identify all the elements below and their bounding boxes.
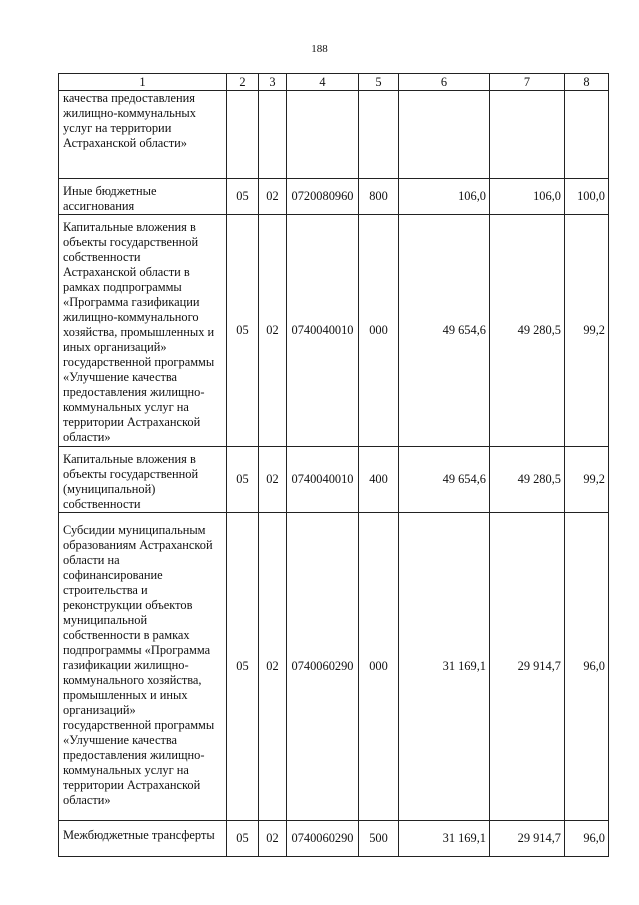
column-header: 3 [259, 74, 287, 91]
expense-type-cell: 000 [359, 513, 399, 821]
section-cell [227, 91, 259, 179]
table-row [59, 179, 609, 215]
row-name-line: коммунальных услуг на [63, 400, 189, 414]
section-cell: 05 [227, 821, 259, 857]
row-name-line: Капитальные вложения в [63, 220, 196, 234]
row-name-line: промышленных и иных [63, 688, 188, 702]
table-row [59, 447, 609, 513]
row-name-line: Астраханской области в [63, 265, 190, 279]
actual-amount-cell: 49 280,5 [490, 215, 565, 447]
actual-amount-cell: 29 914,7 [490, 513, 565, 821]
subsection-cell: 02 [259, 821, 287, 857]
row-name-line: государственной программы [63, 718, 215, 732]
row-name-line: организаций» [63, 703, 136, 717]
expense-type-cell: 500 [359, 821, 399, 857]
section-cell: 05 [227, 513, 259, 821]
target-article-cell [287, 91, 359, 179]
expense-type-cell [359, 91, 399, 179]
column-header: 6 [399, 74, 490, 91]
percent-cell: 99,2 [565, 447, 609, 513]
expense-type-cell: 800 [359, 179, 399, 215]
subsection-cell: 02 [259, 447, 287, 513]
row-name-line: подпрограммы «Программа [63, 643, 211, 657]
row-name-cell [59, 447, 227, 513]
row-name-cell [59, 179, 227, 215]
column-header: 4 [287, 74, 359, 91]
section-cell: 05 [227, 179, 259, 215]
percent-cell [565, 91, 609, 179]
row-name-line: Субсидии муниципальным [63, 523, 206, 537]
row-name-line: территории Астраханской [63, 415, 201, 429]
row-name-line: Астраханской области» [63, 136, 187, 150]
actual-amount-cell: 29 914,7 [490, 821, 565, 857]
row-name-line: иных организаций» [63, 340, 167, 354]
row-name-line: собственности [63, 250, 141, 264]
row-name-line: Межбюджетные трансферты [63, 828, 215, 842]
row-name-line: жилищно-коммунального [63, 310, 199, 324]
row-name-line: Иные бюджетные [63, 184, 157, 198]
section-cell: 05 [227, 447, 259, 513]
row-name-line: образованиям Астраханской [63, 538, 213, 552]
planned-amount-cell: 49 654,6 [399, 215, 490, 447]
row-name-line: коммунального хозяйства, [63, 673, 202, 687]
row-name-line: предоставления жилищно- [63, 385, 205, 399]
table-row [59, 215, 609, 447]
row-name-line: (муниципальной) [63, 482, 156, 496]
column-header: 5 [359, 74, 399, 91]
column-header: 8 [565, 74, 609, 91]
column-header: 7 [490, 74, 565, 91]
row-name-line: реконструкции объектов [63, 598, 193, 612]
expense-type-cell: 000 [359, 215, 399, 447]
actual-amount-cell: 49 280,5 [490, 447, 565, 513]
row-name-line: услуг на территории [63, 121, 172, 135]
page-number: 188 [311, 43, 328, 55]
percent-cell: 96,0 [565, 821, 609, 857]
column-header: 1 [59, 74, 227, 91]
row-name-line: рамках подпрограммы [63, 280, 182, 294]
row-name-line: ассигнования [63, 199, 135, 213]
header-row [59, 74, 609, 91]
actual-amount-cell [490, 91, 565, 179]
row-name-line: газификации жилищно- [63, 658, 189, 672]
target-article-cell: 0740040010 [287, 447, 359, 513]
subsection-cell: 02 [259, 513, 287, 821]
section-cell: 05 [227, 215, 259, 447]
row-name-line: «Улучшение качества [63, 370, 178, 384]
row-name-line: области на [63, 553, 120, 567]
row-name-line: предоставления жилищно- [63, 748, 205, 762]
row-name-line: строительства и [63, 583, 148, 597]
row-name-line: области» [63, 430, 111, 444]
planned-amount-cell: 31 169,1 [399, 513, 490, 821]
target-article-cell: 0740060290 [287, 821, 359, 857]
subsection-cell [259, 91, 287, 179]
target-article-cell: 0740040010 [287, 215, 359, 447]
row-name-line: собственности в рамках [63, 628, 190, 642]
row-name-cell [59, 821, 227, 857]
row-name-line: коммунальных услуг на [63, 763, 189, 777]
row-name-line: Капитальные вложения в [63, 452, 196, 466]
row-name-line: муниципальной [63, 613, 148, 627]
row-name-cell [59, 91, 227, 179]
row-name-line: территории Астраханской [63, 778, 201, 792]
row-name-line: государственной программы [63, 355, 215, 369]
row-name-line: «Программа газификации [63, 295, 200, 309]
row-name-line: жилищно-коммунальных [63, 106, 196, 120]
percent-cell: 100,0 [565, 179, 609, 215]
column-header: 2 [227, 74, 259, 91]
planned-amount-cell: 31 169,1 [399, 821, 490, 857]
row-name-line: собственности [63, 497, 141, 511]
row-name-line: качества предоставления [63, 91, 195, 105]
planned-amount-cell: 106,0 [399, 179, 490, 215]
percent-cell: 96,0 [565, 513, 609, 821]
subsection-cell: 02 [259, 179, 287, 215]
subsection-cell: 02 [259, 215, 287, 447]
table-row [59, 91, 609, 179]
target-article-cell: 0740060290 [287, 513, 359, 821]
row-name-line: «Улучшение качества [63, 733, 178, 747]
target-article-cell: 0720080960 [287, 179, 359, 215]
row-name-cell [59, 215, 227, 447]
row-name-line: области» [63, 793, 111, 807]
percent-cell: 99,2 [565, 215, 609, 447]
row-name-line: хозяйства, промышленных и [63, 325, 215, 339]
actual-amount-cell: 106,0 [490, 179, 565, 215]
row-name-line: софинансирование [63, 568, 163, 582]
row-name-line: объекты государственной [63, 467, 199, 481]
table-row [59, 821, 609, 857]
planned-amount-cell: 49 654,6 [399, 447, 490, 513]
table-row [59, 513, 609, 821]
budget-table [58, 73, 609, 857]
row-name-cell [59, 513, 227, 821]
expense-type-cell: 400 [359, 447, 399, 513]
row-name-line: объекты государственной [63, 235, 199, 249]
planned-amount-cell [399, 91, 490, 179]
